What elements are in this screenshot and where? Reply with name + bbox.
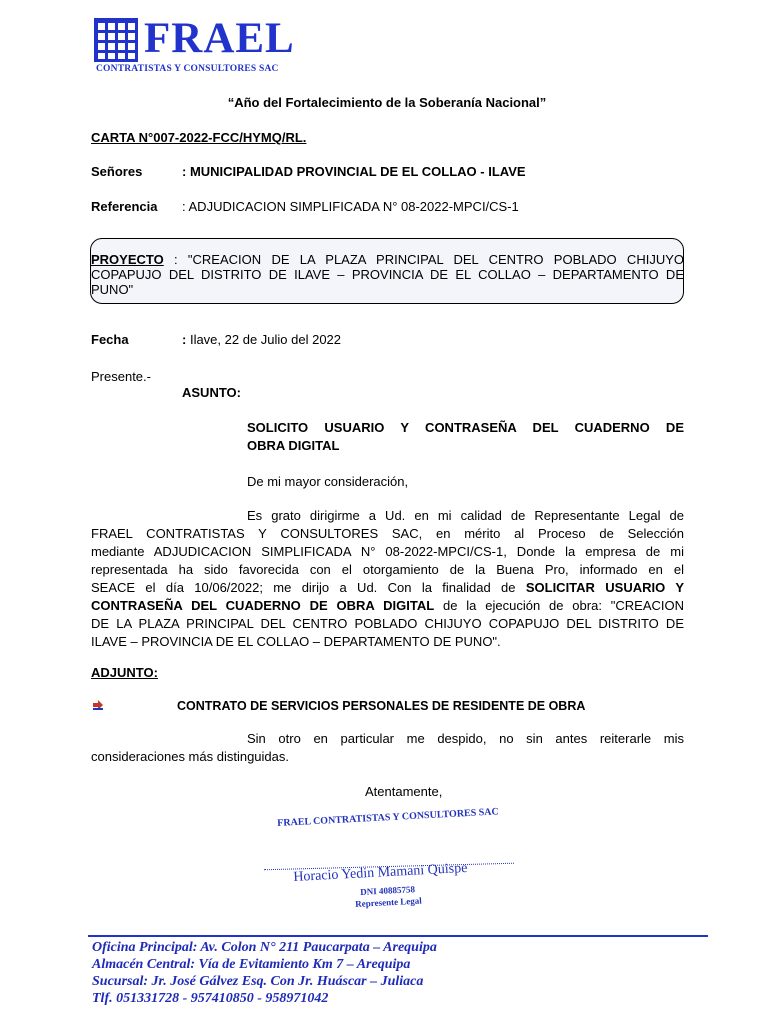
body-line-6 bbox=[91, 597, 684, 615]
asunto-line-1: SOLICITO USUARIO Y CONTRASEÑA DEL CUADERNO DE bbox=[247, 420, 684, 435]
body-line-7: DE LA PLAZA PRINCIPAL DEL CENTRO POBLADO CHIJUYO COPAPUJO DEL DISTRITO DE bbox=[91, 616, 684, 631]
body-line-2: FRAEL CONTRATISTAS Y CONSULTORES SAC, en mérito al Proceso de Selección bbox=[91, 526, 684, 541]
footer-phone: Tlf. 051331728 - 957410850 - 958971042 bbox=[92, 991, 329, 1006]
project-line-2: COPAPUJO DEL DISTRITO DE ILAVE – PROVINCIA DE EL COLLAO – DEPARTAMENTO DE bbox=[91, 267, 684, 282]
adjunto-item: CONTRATO DE SERVICIOS PERSONALES DE RESIDENTE DE OBRA bbox=[177, 699, 586, 713]
company-logo bbox=[94, 16, 294, 78]
referencia-label: Referencia bbox=[91, 199, 158, 214]
body-line-5 bbox=[91, 579, 684, 597]
greeting: De mi mayor consideración, bbox=[247, 474, 409, 489]
signature-role: Represente Legal bbox=[355, 895, 423, 909]
body-line-5-bold: SOLICITAR USUARIO Y bbox=[525, 580, 684, 595]
footer-branch: Sucursal: Jr. José Gálvez Esq. Con Jr. Huáscar – Juliaca bbox=[92, 974, 424, 989]
logo-subtitle: CONTRATISTAS Y CONSULTORES SAC bbox=[96, 64, 279, 74]
year-motto: “Año del Fortalecimiento de la Soberanía Nacional” bbox=[227, 95, 547, 110]
project-line-3: PUNO" bbox=[91, 282, 134, 297]
fecha-value: : Ilave, 22 de Julio del 2022 bbox=[182, 332, 342, 347]
logo-wordmark: FRAEL bbox=[144, 15, 295, 62]
signature-dni: DNI 40885758 bbox=[360, 884, 416, 897]
signature-name: Horacio Yedin Mamani Quispe bbox=[293, 860, 468, 885]
senores-label: Señores bbox=[91, 164, 143, 179]
body-line-4: representada ha sido favorecida con el otorgamiento de la Buena Pro, informado en el bbox=[91, 562, 684, 577]
building-grid-icon bbox=[94, 18, 138, 62]
footer-office: Oficina Principal: Av. Colon N° 211 Paucarpata – Arequipa bbox=[92, 940, 437, 955]
asunto-label: ASUNTO: bbox=[182, 385, 241, 400]
project-label: PROYECTO bbox=[91, 252, 164, 267]
bullet-arrow-icon bbox=[92, 699, 104, 711]
footer-warehouse: Almacén Central: Vía de Evitamiento Km 7 – Arequipa bbox=[92, 957, 411, 972]
body-line-3: mediante ADJUDICACION SIMPLIFICADA N° 08-2022-MPCI/CS-1, Donde la empresa de mi bbox=[91, 544, 684, 559]
footer-divider bbox=[88, 935, 708, 937]
presente: Presente.- bbox=[91, 369, 151, 384]
body-line-6-bold: CONTRASEÑA DEL CUADERNO DE OBRA DIGITAL bbox=[91, 598, 435, 613]
body-line-8: ILAVE – PROVINCIA DE EL COLLAO – DEPARTAMENTO DE PUNO". bbox=[91, 634, 501, 649]
project-line-1 bbox=[91, 252, 684, 268]
body-line-6-text: de la ejecución de obra: "CREACION bbox=[434, 598, 685, 613]
senores-value: : MUNICIPALIDAD PROVINCIAL DE EL COLLAO - ILAVE bbox=[182, 164, 526, 179]
body-line-1: Es grato dirigirme a Ud. en mi calidad de Representante Legal de bbox=[247, 508, 684, 523]
fecha-label: Fecha bbox=[91, 332, 129, 347]
letter-number: CARTA N°007-2022-FCC/HYMQ/RL. bbox=[91, 130, 307, 145]
project-line-1-text: : "CREACION DE LA PLAZA PRINCIPAL DEL CENTRO POBLADO CHIJUYO bbox=[174, 252, 684, 267]
atentamente: Atentamente, bbox=[365, 784, 443, 799]
closing-line-2: consideraciones más distinguidas. bbox=[91, 749, 289, 764]
body-line-5-text: SEACE el día 10/06/2022; me dirijo a Ud. Con la finalidad de bbox=[91, 580, 526, 595]
fecha-value-text: Ilave, 22 de Julio del 2022 bbox=[186, 332, 342, 347]
adjunto-label: ADJUNTO: bbox=[91, 665, 158, 680]
closing-line-1: Sin otro en particular me despido, no sin antes reiterarle mis bbox=[247, 731, 684, 746]
signature-company: FRAEL CONTRATISTAS Y CONSULTORES SAC bbox=[277, 806, 500, 829]
referencia-value: : ADJUDICACION SIMPLIFICADA N° 08-2022-MPCI/CS-1 bbox=[182, 199, 519, 214]
asunto-line-2: OBRA DIGITAL bbox=[247, 438, 340, 453]
